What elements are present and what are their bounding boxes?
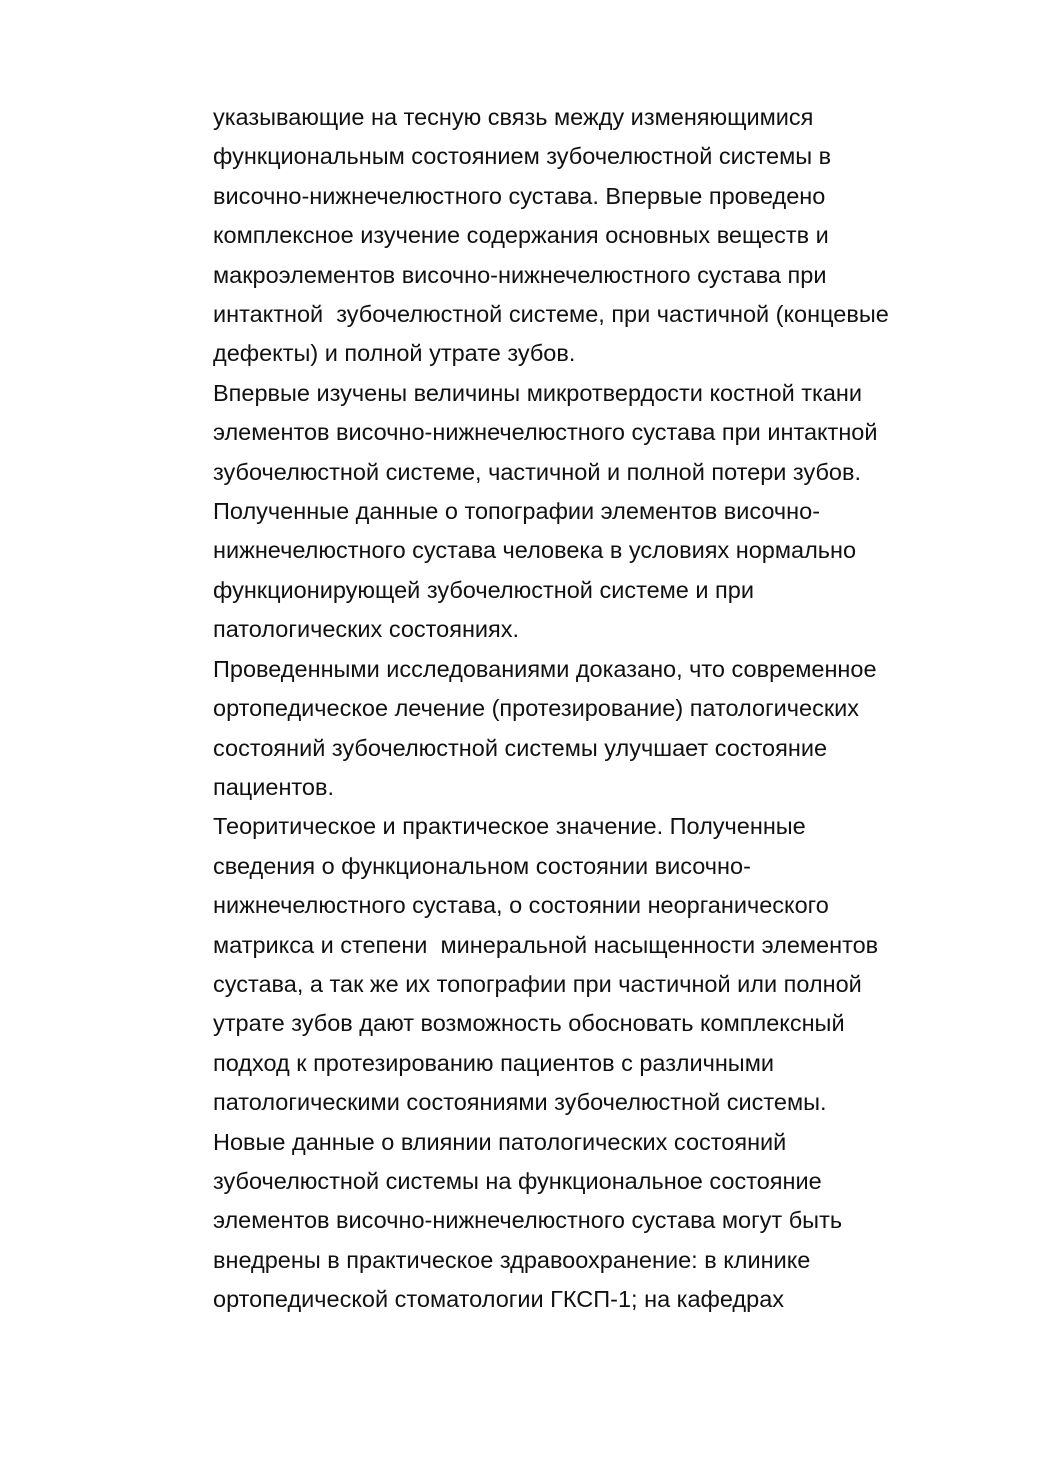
- text-line: дефекты) и полной утрате зубов.: [213, 340, 576, 367]
- text-line: интактной зубочелюстной системе, при частичной (концевые: [213, 301, 889, 328]
- text-line: патологическими состояниями зубочелюстной системы.: [213, 1089, 827, 1116]
- text-line: зубочелюстной системы на функциональное состояние: [213, 1167, 822, 1194]
- text-line: матрикса и степени минеральной насыщенности элементов: [213, 931, 879, 958]
- text-line: Проведенными исследованиями доказано, что современное: [213, 655, 877, 682]
- text-line: нижнечелюстного сустава, о состоянии неорганического: [213, 892, 829, 919]
- text-line: состояний зубочелюстной системы улучшает состояние: [213, 734, 828, 761]
- text-line: Впервые изучены величины микротвердости костной ткани: [213, 379, 863, 406]
- text-line: нижнечелюстного сустава человека в условиях нормально: [213, 537, 857, 564]
- text-line: ортопедическое лечение (протезирование) патологических: [213, 695, 859, 722]
- text-line: височно-нижнечелюстного сустава. Впервые проведено: [213, 182, 826, 209]
- text-line: подход к протезированию пациентов с различными: [213, 1049, 774, 1076]
- text-line: элементов височно-нижнечелюстного сустава при интактной: [213, 419, 878, 446]
- text-line: Полученные данные о топографии элементов височно-: [213, 498, 821, 525]
- document-page: [213, 98, 1003, 1320]
- text-line: ортопедической стоматологии ГКСП-1; на кафедрах: [213, 1286, 785, 1313]
- text-line: макроэлементов височно-нижнечелюстного сустава при: [213, 261, 827, 288]
- text-line: Теоритическое и практическое значение. Полученные: [213, 813, 806, 840]
- text-line: зубочелюстной системе, частичной и полной потери зубов.: [213, 458, 861, 485]
- text-line: внедрены в практическое здравоохранение: в клинике: [213, 1246, 811, 1273]
- text-line: пациентов.: [213, 773, 335, 800]
- text-line: функциональным состоянием зубочелюстной системы в: [213, 143, 832, 170]
- text-line: элементов височно-нижнечелюстного сустава могут быть: [213, 1207, 843, 1234]
- text-line: патологических состояниях.: [213, 616, 520, 643]
- text-line: указывающие на тесную связь между изменяющимися: [213, 104, 814, 130]
- text-line: комплексное изучение содержания основных веществ и: [213, 222, 829, 249]
- text-line: сустава, а так же их топографии при частичной или полной: [213, 970, 862, 997]
- text-line: сведения о функциональном состоянии височно-: [213, 852, 751, 879]
- text-line: функционирующей зубочелюстной системе и при: [213, 576, 754, 603]
- text-line: утрате зубов дают возможность обосновать комплексный: [213, 1010, 845, 1037]
- text-line: Новые данные о влиянии патологических состояний: [213, 1128, 787, 1155]
